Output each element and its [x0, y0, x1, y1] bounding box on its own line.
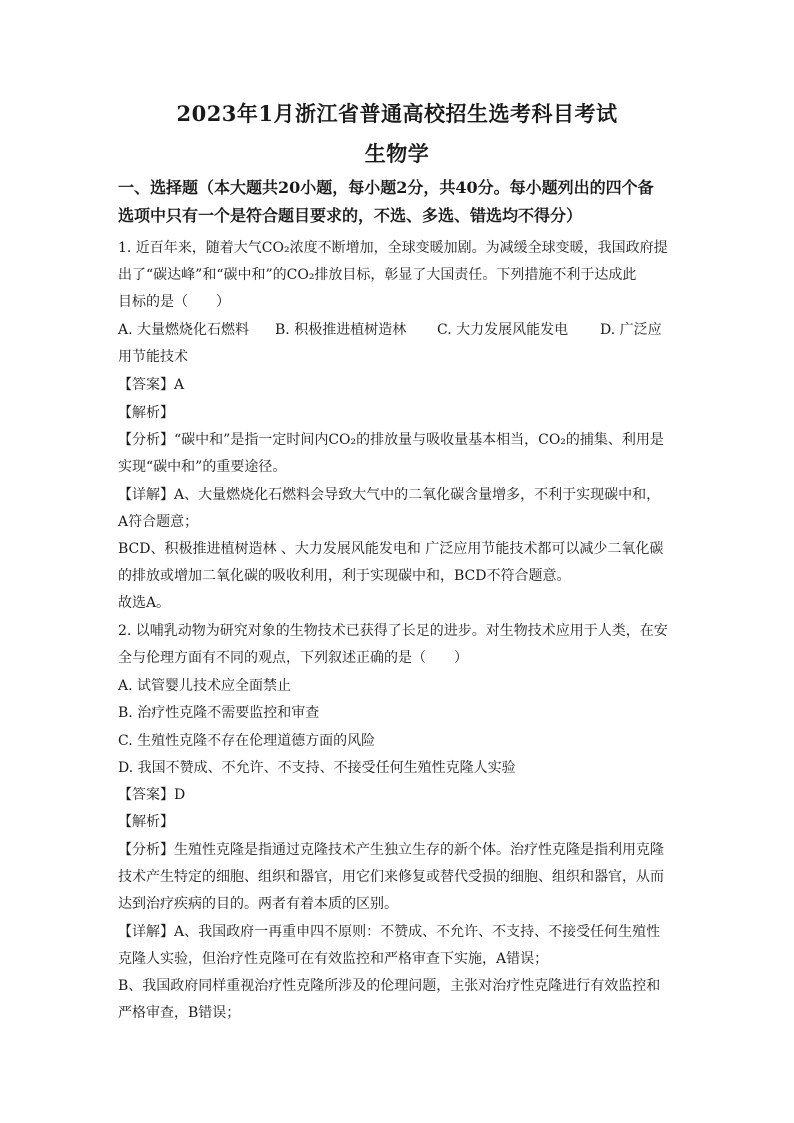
q1-conclusion: 故选A。: [118, 595, 171, 611]
q1-stem-line-2: 出了“碳达峰”和“碳中和”的CO₂排放目标，彰显了大国责任。下列措施不利于达成此: [118, 267, 637, 283]
q2-fenxi-line-2: 技术产生特定的细胞、组织和器官，用它们来修复或替代受损的细胞、组织和器官，从而: [118, 869, 664, 885]
q2-analysis-header: 【解析】: [118, 814, 174, 830]
q1-option-c: C. 大力发展风能发电: [437, 322, 569, 338]
q1-option-a: A. 大量燃烧化石燃料: [118, 322, 250, 338]
q1-stem-line-3: 目标的是（ ）: [118, 294, 230, 310]
exam-title: 2023年1月浙江省普通高校招生选考科目考试: [176, 101, 618, 126]
q1-options: [118, 320, 678, 340]
q2-detail-line-4: 严格审查，B错误；: [118, 1005, 241, 1021]
q1-analysis-header: 【解析】: [118, 405, 174, 421]
subject-title: 生物学: [364, 141, 430, 166]
q1-detail-line-2: A符合题意；: [118, 514, 199, 530]
q1-option-b: B. 积极推进植树造林: [275, 322, 407, 338]
q1-detail-line-4: 的排放或增加二氧化碳的吸收利用，利于实现碳中和，BCD不符合题意。: [118, 568, 571, 584]
q1-option-d: D. 广泛应: [600, 322, 662, 338]
q1-stem-line-1: 1. 近百年来，随着大气CO₂浓度不断增加，全球变暖加剧。为减缓全球变暖，我国政府提: [118, 240, 668, 256]
q2-answer: 【答案】D: [118, 787, 186, 803]
section-heading-line-1: 一、选择题（本大题共20小题，每小题2分，共40分。每小题列出的四个备: [118, 178, 654, 197]
q2-option-a: A. 试管婴儿技术应全面禁止: [118, 678, 292, 694]
q2-detail-line-3: B、我国政府同样重视治疗性克隆所涉及的伦理问题，主张对治疗性克隆进行有效监控和: [118, 978, 661, 994]
q2-detail-line-1: 【详解】A、我国政府一再重申四不原则：不赞成、不允许、不支持、不接受任何生殖性: [118, 924, 661, 940]
q1-fenxi-line-2: 实现“碳中和”的重要途径。: [118, 459, 287, 475]
section-heading-line-2: 选项中只有一个是符合题目要求的，不选、多选、错选均不得分）: [118, 206, 583, 225]
q2-option-c: C. 生殖性克隆不存在伦理道德方面的风险: [118, 733, 376, 749]
q1-detail-line-3: BCD、积极推进植树造林 、大力发展风能发电和 广泛应用节能技术都可以减少二氧化碳: [118, 541, 664, 557]
q2-option-d: D. 我国不赞成、不允许、不支持、不接受任何生殖性克隆人实验: [118, 760, 516, 776]
q2-option-b: B. 治疗性克隆不需要监控和审查: [118, 705, 320, 721]
q1-answer: 【答案】A: [118, 377, 185, 393]
q1-option-d-wrap: 用节能技术: [118, 349, 188, 365]
q2-fenxi-line-1: 【分析】生殖性克隆是指通过克隆技术产生独立生存的新个体。治疗性克隆是指利用克隆: [118, 842, 664, 858]
q2-fenxi-line-3: 达到治疗疾病的目的。两者有着本质的区别。: [118, 896, 398, 912]
q1-detail-line-1: 【详解】A、大量燃烧化石燃料会导致大气中的二氧化碳含量增多，不利于实现碳中和，: [118, 487, 661, 503]
q2-detail-line-2: 克隆人实验，但治疗性克隆可在有效监控和严格审查下实施，A错误；: [118, 951, 549, 967]
q2-stem-line-2: 全与伦理方面有不同的观点，下列叙述正确的是（ ）: [118, 650, 468, 666]
q2-stem-line-1: 2. 以哺乳动物为研究对象的生物技术已获得了长足的进步。对生物技术应用于人类，在安: [118, 623, 668, 639]
q1-fenxi-line-1: 【分析】“碳中和”是指一定时间内CO₂的排放量与吸收量基本相当，CO₂的捕集、利用是: [118, 432, 664, 448]
